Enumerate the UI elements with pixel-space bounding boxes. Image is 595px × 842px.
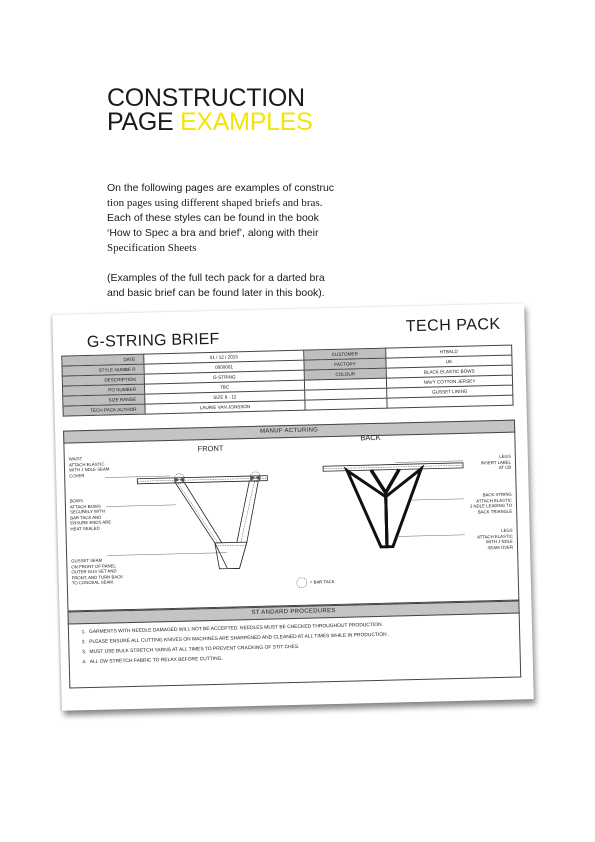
list-item: 3. MUST USE BULK STRETCH YARNS AT ALL TIMES TO PREVENT CRACKING OF STIT CHES. [87, 638, 519, 659]
bar-tack-key-icon [297, 578, 307, 588]
field-value: NAVY COTTON JERSEY [386, 375, 512, 388]
field-value: TBC [144, 380, 304, 394]
standard-procedures-header: ST ANDARD PROCEDURES [67, 600, 519, 624]
page-heading [107, 86, 312, 134]
field-value: GUSSET LINING [387, 385, 513, 398]
intro-line: Specification Sheets [107, 242, 197, 254]
field-value [387, 395, 513, 408]
field-value: BLACK ELASTIC BOWS [386, 365, 512, 378]
field-label: PO NUMBER [62, 384, 144, 396]
field-label: TECH PACK AUTHOR [63, 404, 145, 416]
legs-elastic-note: LEGS ATTACH ELASTIC WITH J NDLE SEAM OVER [477, 527, 514, 550]
legs-label-note: LEGS INSERT LABEL AT CB [480, 453, 512, 470]
intro-paragraph-1 [107, 181, 367, 256]
field-label: DESCRIPTION [62, 374, 144, 386]
intro-line: Each of these styles can be found in the book [107, 212, 319, 224]
garment-drawing [64, 432, 518, 611]
intro-text [107, 181, 367, 316]
field-label: CUSTOMER [304, 348, 386, 360]
procedure-list [69, 613, 520, 669]
standard-procedures-panel [68, 612, 521, 688]
field-label [305, 398, 387, 410]
sheet-title: G-STRING BRIEF [86, 330, 220, 351]
field-value: 01 / 12 / 2015 [144, 350, 304, 364]
field-value: 0000001 [144, 360, 304, 374]
field-value: HTBALD [386, 345, 512, 358]
intro-paragraph-2 [107, 271, 367, 301]
field-value: SIZE 8 - 12 [145, 390, 305, 404]
list-item: 1. GARMENTS WITH NEEDLE DAMAGED WILL NOT BE ACCEPTED. NEEDLES MUST BE CHECKED THROUGHOUT PRODUCTION. [87, 618, 519, 639]
back-string-note: BACK STRING ATTACH ELASTIC 2 NDLE LEADING TO BACK TRIANGLE [469, 491, 513, 514]
front-garment-sketch [137, 472, 269, 571]
bar-tack-key-label: = BAR TACK [309, 579, 335, 585]
front-view-label: FRONT [197, 443, 224, 454]
field-label: STYLE NUMBE R [62, 364, 144, 376]
heading-word-page: PAGE [107, 108, 181, 136]
bows-note: BOWS ATTACH BOWS SECURELY WITH BAR TACK AND ENSURE ENDS ARE HEAT SEALED [69, 498, 112, 531]
tech-pack-sheet [52, 303, 534, 710]
field-value: UK [386, 355, 512, 368]
intro-line: ‘How to Spec a bra and brief’, along with their [107, 227, 319, 239]
tech-pack-label: TECH PACK [405, 315, 501, 336]
heading-line-2 [107, 110, 312, 134]
waist-note: WAIST ATTACH ELASTIC WITH J NDLE SEAM COVER [68, 456, 110, 478]
intro-line: tion pages using different shaped briefs and bras. [107, 197, 323, 209]
field-label: COLOUR [304, 368, 386, 380]
intro-line: and basic brief can be found later in this book). [107, 287, 325, 299]
field-value: G-STRING [144, 370, 304, 384]
field-label: SIZE RANGE [63, 394, 145, 406]
field-label: FACTORY [304, 358, 386, 370]
heading-word-examples: EXAMPLES [180, 108, 313, 136]
field-label: DATE [62, 354, 144, 366]
spec-header-table [61, 345, 513, 417]
field-value: LAURIE VAN JONSSON [145, 400, 305, 414]
intro-line: On the following pages are examples of construc [107, 182, 335, 194]
construction-drawing-panel [63, 432, 519, 612]
gusset-note: GUSSET SEAM ON FRONT OF PANEL OUTER GUS SET AND FRONT, AND TURN BACK TO CONCEAL SEAM. [71, 557, 124, 586]
list-item: 4. ALL OW STRETCH FABRIC TO RELAX BEFORE CUTTING. [88, 648, 520, 669]
list-item: 2. PLEASE ENSURE ALL CUTTING KNIVES ON MACHINES ARE SHARPENED AND CLEANED AT ALL TIMES WHILE IN PRODUCTION . [87, 628, 519, 649]
intro-line: (Examples of the full tech pack for a darted bra [107, 272, 325, 284]
back-view-label: BACK [360, 432, 381, 443]
heading-line-1: CONSTRUCTION [107, 84, 305, 112]
manufacturing-header: MANUF ACTURING [63, 420, 515, 444]
